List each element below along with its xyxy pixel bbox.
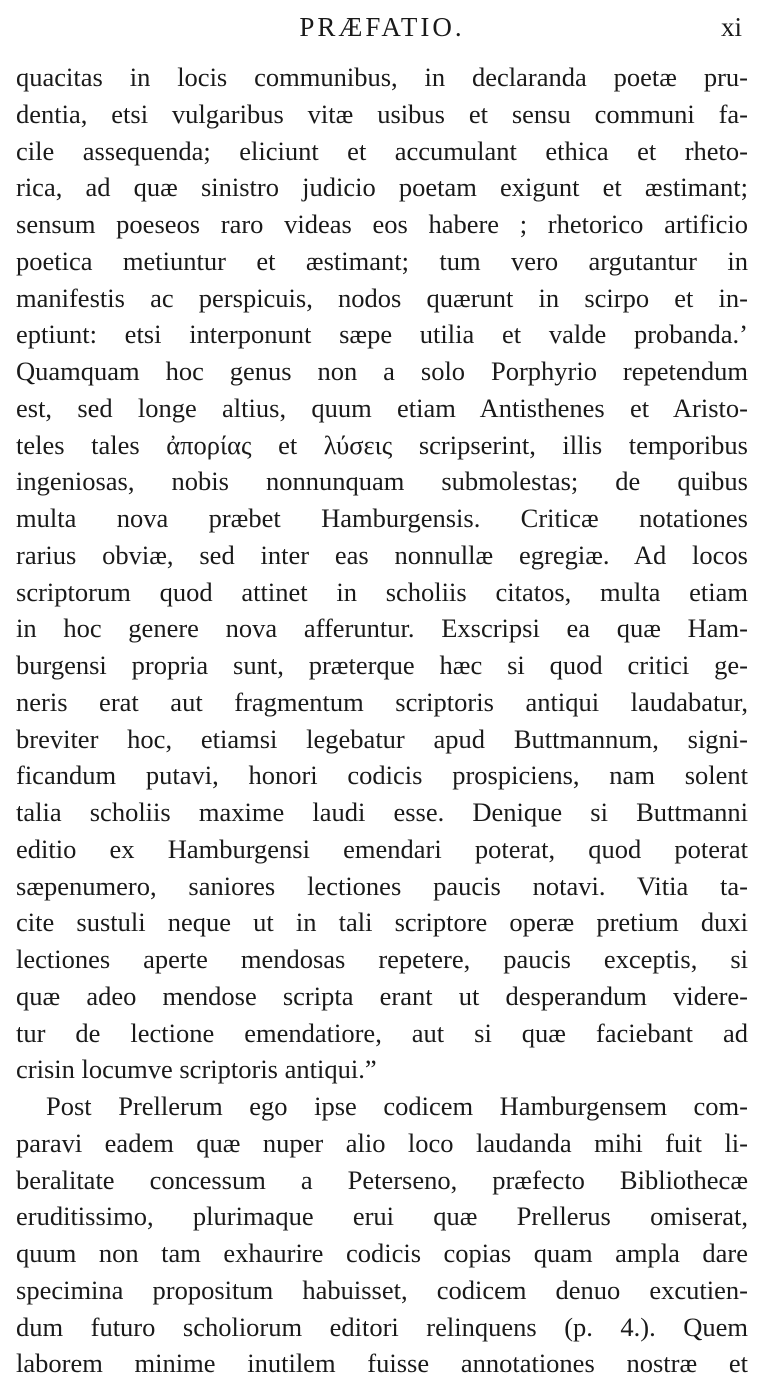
text-line: talia scholiis maxime laudi esse. Denique si Buttmanni: [16, 797, 748, 827]
body-text: [16, 59, 748, 1382]
text-line: lectiones aperte mendosas repetere, paucis exceptis, si: [16, 944, 748, 974]
text-line: cite sustuli neque ut in tali scriptore operæ pretium duxi: [16, 907, 748, 938]
text-line: burgensi propria sunt, præterque hæc si quod critici ge-: [16, 650, 748, 680]
text-line: neris erat aut fragmentum scriptoris antiqui laudabatur,: [16, 686, 748, 717]
text-line: Quamquam hoc genus non a solo Porphyrio repetendum: [16, 356, 748, 386]
text-line: sæpenumero, saniores lectiones paucis notavi. Vitia ta-: [16, 870, 748, 901]
text-line: multa nova præbet Hamburgensis. Criticæ notationes: [16, 503, 748, 533]
text-line: beralitate concessum a Peterseno, præfecto Bibliothecæ: [16, 1164, 748, 1195]
text-line: eptiunt: etsi interponunt sæpe utilia et valde probanda.’: [16, 319, 748, 350]
text-line: teles tales ἀπορίας et λύσεις scripserint, illis temporibus: [16, 429, 748, 460]
text-line: in hoc genere nova afferuntur. Exscripsi ea quæ Ham-: [16, 613, 748, 644]
text-line: breviter hoc, etiamsi legebatur apud Buttmannum, signi-: [16, 723, 748, 754]
page-number: xi: [720, 12, 742, 42]
text-line: rarius obviæ, sed inter eas nonnullæ egregiæ. Ad locos: [16, 539, 748, 570]
text-line: editio ex Hamburgensi emendari poterat, quod poterat: [16, 833, 748, 864]
text-line: manifestis ac perspicuis, nodos quærunt in scirpo et in-: [16, 282, 748, 313]
text-line: scriptorum quod attinet in scholiis citatos, multa etiam: [16, 576, 748, 607]
text-line: ingeniosas, nobis nonnunquam submolestas; de quibus: [16, 466, 748, 497]
text-line: quæ adeo mendose scripta erant ut desperandum videre-: [16, 980, 748, 1011]
text-line: ficandum putavi, honori codicis prospiciens, nam solent: [16, 760, 748, 791]
running-head: [0, 6, 764, 48]
text-line: eruditissimo, plurimaque erui quæ Prellerus omiserat,: [16, 1201, 748, 1232]
text-line: tur de lectione emendatiore, aut si quæ faciebant ad: [16, 1017, 748, 1048]
text-line: cile assequenda; eliciunt et accumulant ethica et rheto-: [16, 135, 748, 166]
text-line-paragraph-end: crisin locumve scriptoris antiqui.”: [16, 1054, 377, 1085]
text-line: dum futuro scholiorum editori relinquens (p. 4.). Quem: [16, 1311, 748, 1342]
text-line-paragraph-start: Post Prellerum ego ipse codicem Hamburgensem com-: [46, 1091, 748, 1121]
running-title: PRÆFATIO.: [299, 12, 465, 42]
text-line: quum non tam exhaurire codicis copias quam ampla dare: [16, 1238, 748, 1268]
text-line: laborem minime inutilem fuisse annotationes nostræ et: [16, 1348, 748, 1379]
text-line: rica, ad quæ sinistro judicio poetam exigunt et æstimant;: [16, 172, 748, 203]
text-line: est, sed longe altius, quum etiam Antisthenes et Aristo-: [16, 392, 748, 423]
text-line: sensum poeseos raro videas eos habere ; rhetorico artificio: [16, 209, 748, 239]
text-line: dentia, etsi vulgaribus vitæ usibus et sensu communi fa-: [16, 98, 748, 129]
text-line: poetica metiuntur et æstimant; tum vero argutantur in: [16, 245, 748, 276]
text-line: specimina propositum habuisset, codicem denuo excutien-: [16, 1274, 748, 1305]
text-line: quacitas in locis communibus, in declaranda poetæ pru-: [16, 62, 748, 92]
text-line: paravi eadem quæ nuper alio loco laudanda mihi fuit li-: [16, 1127, 748, 1158]
